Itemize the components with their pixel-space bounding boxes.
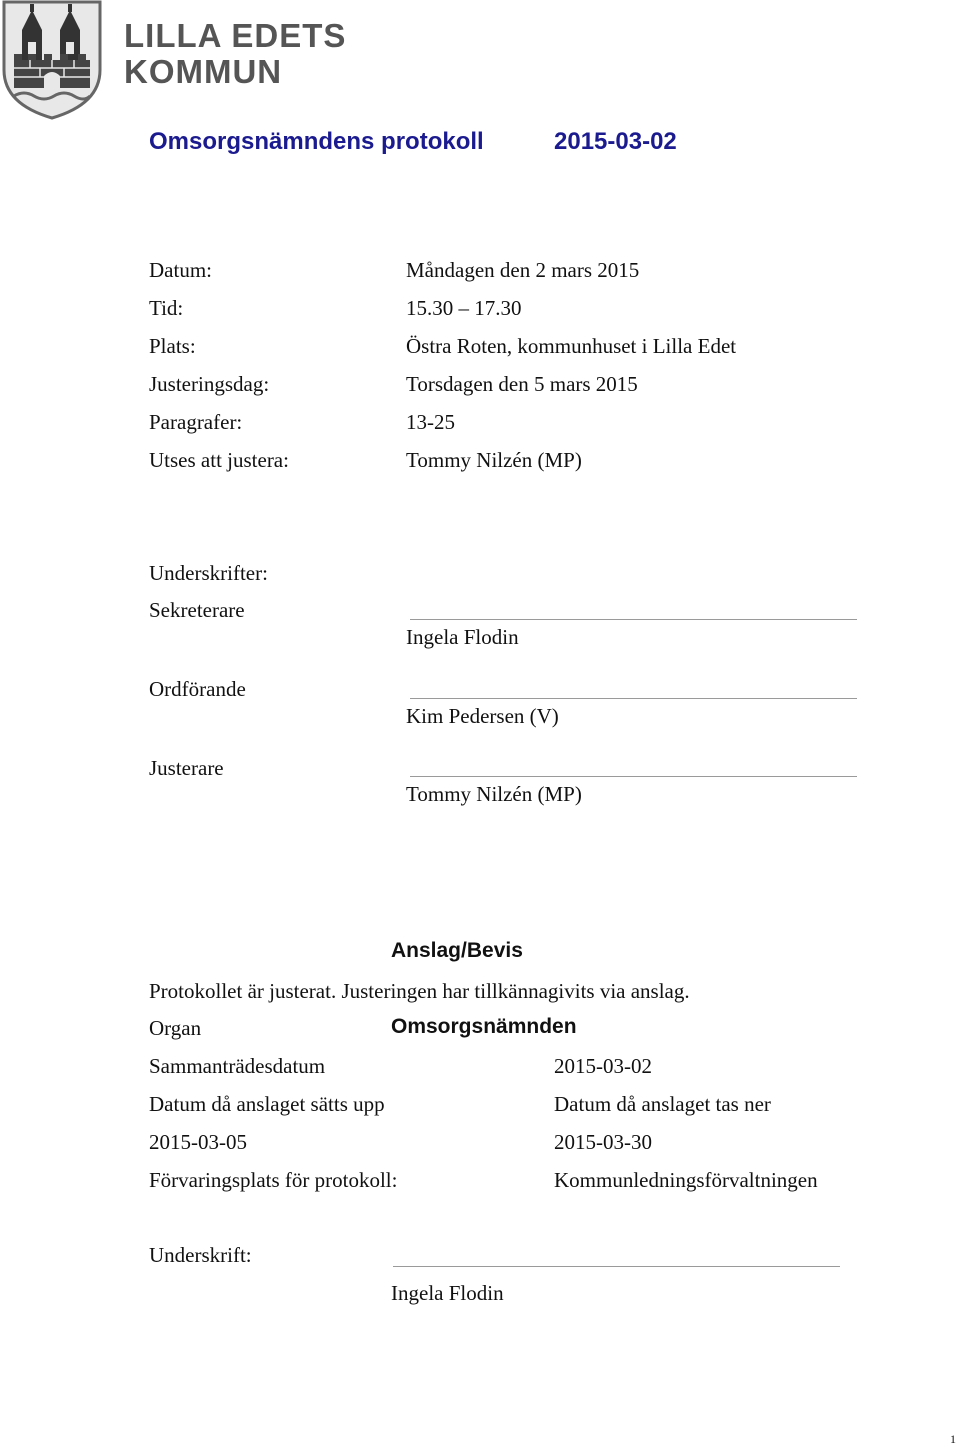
signature-role-chair: Ordförande: [149, 677, 246, 701]
meeting-label-place: Plats:: [149, 334, 196, 358]
meeting-value-time: 15.30 – 17.30: [406, 296, 522, 320]
signature-line-adjuster: [410, 776, 857, 777]
logo-line-2: KOMMUN: [124, 53, 283, 90]
posted-date-label: Datum då anslaget sätts upp: [149, 1092, 385, 1116]
posted-date-value: 2015-03-05: [149, 1130, 247, 1154]
meeting-date-label: Sammanträdesdatum: [149, 1054, 326, 1078]
meeting-label-adjuster: Utses att justera:: [149, 448, 289, 472]
meeting-value-adjuster: Tommy Nilzén (MP): [406, 448, 582, 472]
document-title: Omsorgsnämndens protokoll: [149, 128, 484, 155]
underskrift-label: Underskrift:: [149, 1243, 252, 1267]
anslag-heading: Anslag/Bevis: [391, 939, 523, 962]
signature-role-adjuster: Justerare: [149, 756, 224, 780]
municipality-coat-of-arms: [0, 0, 104, 120]
meeting-label-date: Datum:: [149, 258, 212, 282]
organ-value: Omsorgsnämnden: [391, 1015, 577, 1038]
storage-value: Kommunledningsförvaltningen: [554, 1168, 818, 1192]
meeting-date-value: 2015-03-02: [554, 1054, 652, 1078]
logo-line-1: LILLA EDETS: [124, 17, 347, 54]
meeting-value-place: Östra Roten, kommunhuset i Lilla Edet: [406, 334, 737, 358]
meeting-value-date: Måndagen den 2 mars 2015: [406, 258, 640, 282]
signature-name-secretary: Ingela Flodin: [406, 625, 519, 649]
signature-line-chair: [410, 698, 857, 699]
signature-name-adjuster: Tommy Nilzén (MP): [406, 782, 582, 806]
underskrift-signature-line: [393, 1266, 840, 1267]
signatures-heading: Underskrifter:: [149, 561, 268, 585]
meeting-value-adjust-day: Torsdagen den 5 mars 2015: [406, 372, 638, 396]
meeting-label-adjust-day: Justeringsdag:: [149, 372, 270, 396]
removed-date-label: Datum då anslaget tas ner: [554, 1092, 771, 1116]
underskrift-name: Ingela Flodin: [391, 1281, 504, 1305]
signature-name-chair: Kim Pedersen (V): [406, 704, 559, 728]
meeting-label-time: Tid:: [149, 296, 184, 320]
document-date: 2015-03-02: [554, 128, 677, 155]
page-number: 1: [950, 1432, 956, 1446]
storage-label: Förvaringsplats för protokoll:: [149, 1168, 398, 1192]
removed-date-value: 2015-03-30: [554, 1130, 652, 1154]
signature-role-secretary: Sekreterare: [149, 598, 245, 622]
anslag-statement: Protokollet är justerat. Justeringen har tillkännagivits via anslag.: [149, 979, 690, 1003]
meeting-value-paragraphs: 13-25: [406, 410, 455, 434]
meeting-label-paragraphs: Paragrafer:: [149, 410, 243, 434]
organ-label: Organ: [149, 1016, 202, 1040]
signature-line-secretary: [410, 619, 857, 620]
